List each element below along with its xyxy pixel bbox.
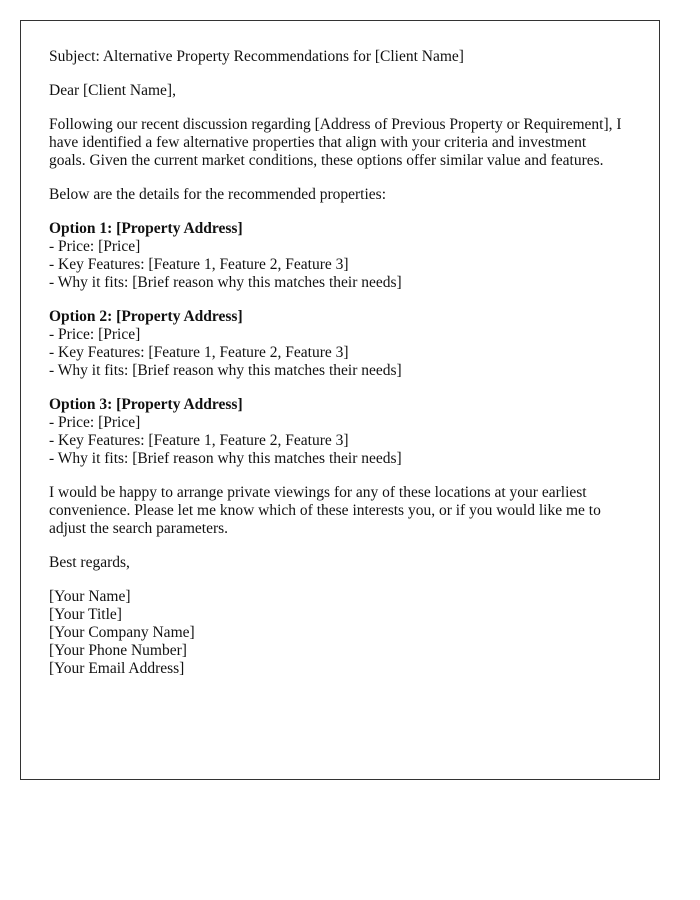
signature-email: [Your Email Address] (49, 660, 185, 677)
sign-off: Best regards, (49, 554, 130, 571)
intro-paragraph: Following our recent discussion regarding [Address of Previous Property or Requirement], I have identified a few alternative properties that align with your criteria and investment goals. Given the current market conditions, these options offer similar value and features. (49, 116, 622, 169)
option-title: Option 2: [Property Address] (49, 308, 243, 325)
subject-line: Subject: Alternative Property Recommendations for [Client Name] (49, 48, 464, 65)
option-1 (49, 220, 631, 292)
closing-paragraph: I would be happy to arrange private viewings for any of these locations at your earliest convenience. Please let me know which of these interests you, or if you would like me to adjust the search parameters. (49, 484, 601, 537)
signature-phone: [Your Phone Number] (49, 642, 187, 659)
option-features: - Key Features: [Feature 1, Feature 2, Feature 3] (49, 432, 349, 449)
option-price: - Price: [Price] (49, 414, 141, 431)
signature-name: [Your Name] (49, 588, 131, 605)
option-why: - Why it fits: [Brief reason why this matches their needs] (49, 274, 402, 291)
option-price: - Price: [Price] (49, 326, 141, 343)
lead-in: Below are the details for the recommended properties: (49, 186, 386, 203)
option-features: - Key Features: [Feature 1, Feature 2, Feature 3] (49, 344, 349, 361)
signature-title: [Your Title] (49, 606, 122, 623)
letter-document (20, 20, 660, 780)
option-title: Option 1: [Property Address] (49, 220, 243, 237)
greeting: Dear [Client Name], (49, 82, 176, 99)
option-features: - Key Features: [Feature 1, Feature 2, Feature 3] (49, 256, 349, 273)
option-2 (49, 308, 631, 380)
signature-company: [Your Company Name] (49, 624, 195, 641)
option-price: - Price: [Price] (49, 238, 141, 255)
option-why: - Why it fits: [Brief reason why this matches their needs] (49, 362, 402, 379)
option-3 (49, 396, 631, 468)
option-title: Option 3: [Property Address] (49, 396, 243, 413)
option-why: - Why it fits: [Brief reason why this matches their needs] (49, 450, 402, 467)
signature-block (49, 588, 631, 678)
